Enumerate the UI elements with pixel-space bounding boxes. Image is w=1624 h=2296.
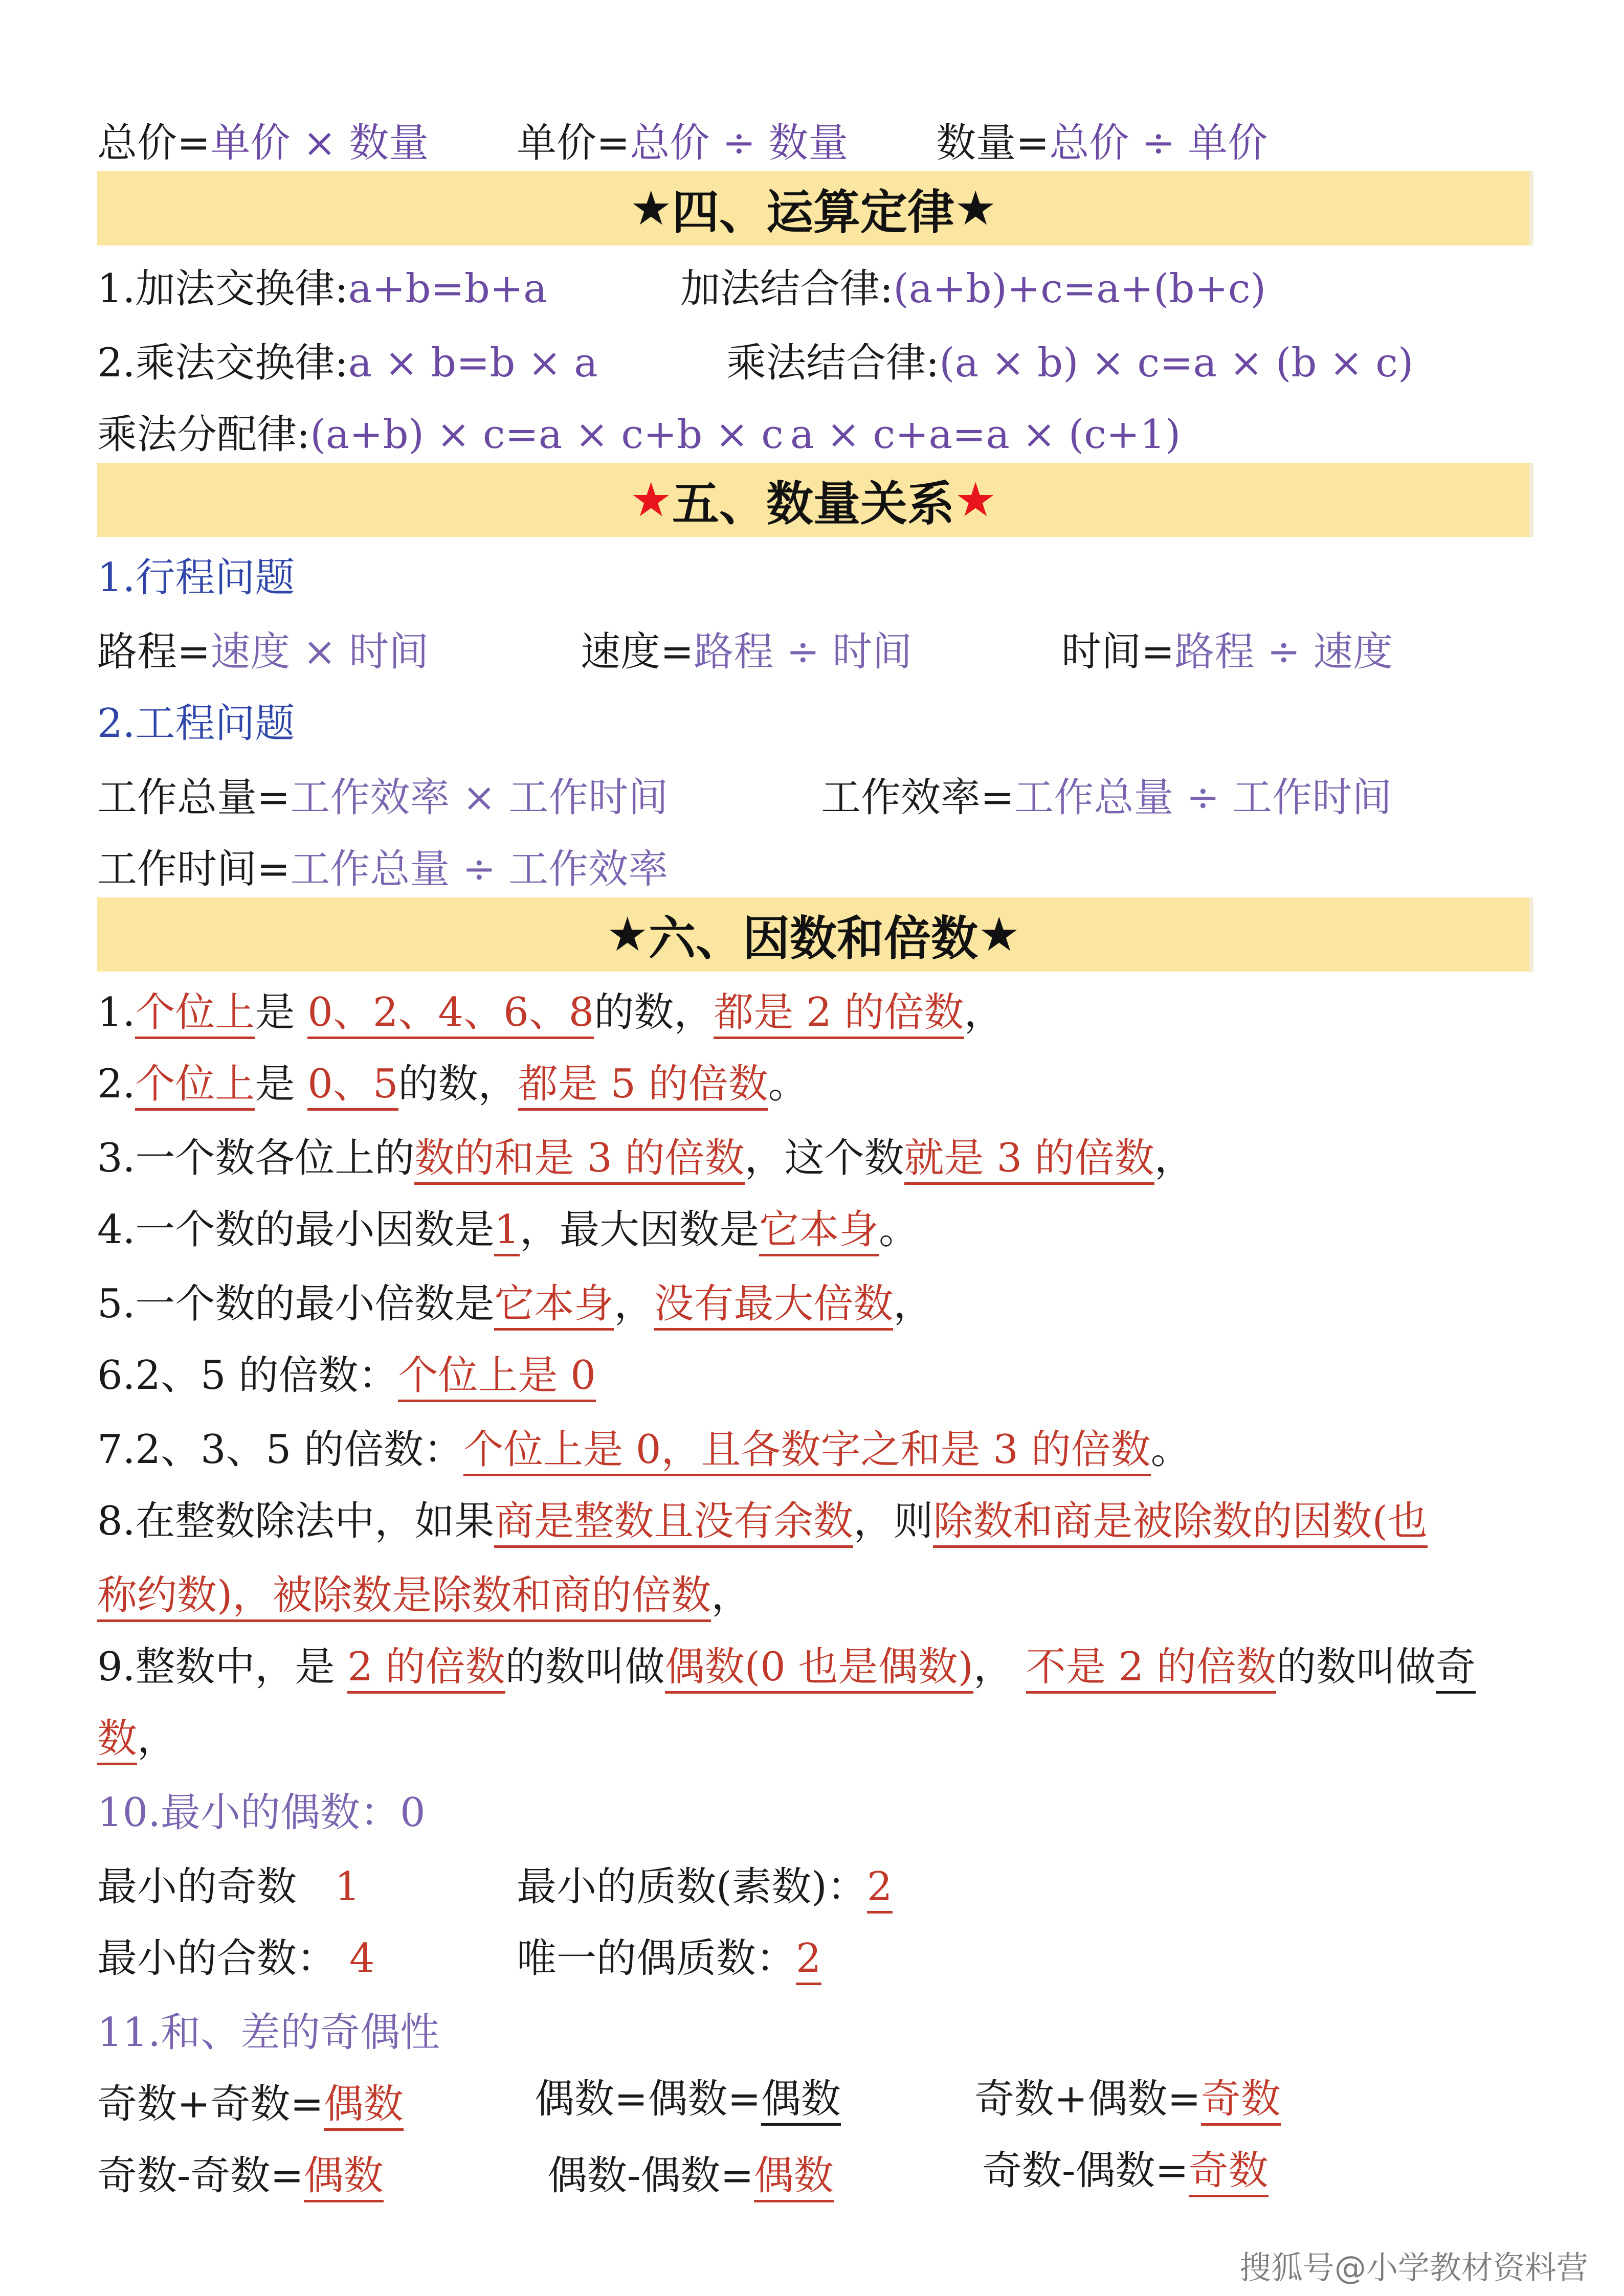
law-formula: (a+b) × c=a × c+b × c (310, 412, 784, 458)
min-odd (97, 1859, 360, 1915)
fact-3 (97, 1130, 1194, 1186)
fact-value: 2 (796, 1935, 821, 1985)
fact-9-cont (97, 1710, 177, 1767)
parity-label: 奇数+偶数= (974, 2076, 1201, 2122)
fact-highlight: 个位上 (135, 1061, 255, 1111)
fact-text: 4.一个数的最小因数是 (97, 1207, 495, 1253)
total-price-value: 单价 × 数量 (210, 120, 429, 166)
fact-1 (97, 984, 1004, 1041)
section-title: 六、因数和倍数 (648, 911, 978, 966)
fact-value: 2 (867, 1864, 893, 1914)
formula-work-total (97, 770, 668, 826)
law-add-associative (680, 261, 1266, 317)
parity-value: 奇数 (1189, 2148, 1269, 2197)
formula-value: 工作效率 × 工作时间 (290, 775, 669, 821)
fact-text: ，则 (853, 1498, 933, 1544)
fact-highlight: 个位上是 0，且各数字之和是 3 的倍数 (463, 1427, 1151, 1476)
travel-heading: 1.行程问题 (97, 555, 295, 601)
fact-text: 。 (879, 1207, 919, 1253)
fact-number: 2. (97, 1061, 136, 1107)
parity-label: 偶数=偶数= (535, 2076, 761, 2122)
section-banner-4 (97, 171, 1533, 245)
watermark: 搜狐号@小学教材资料营 (1239, 2249, 1588, 2286)
fact-highlight: 没有最大倍数 (654, 1281, 893, 1331)
formula-speed (581, 624, 912, 680)
law-formula: (a+b)+c=a+(b+c) (893, 266, 1266, 312)
fact-highlight: 0、5 (307, 1061, 398, 1111)
fact-text: 的数， (594, 989, 714, 1036)
fact-text: ， (893, 1281, 933, 1327)
formula-quantity (936, 115, 1267, 171)
law-label: 1.加法交换律: (97, 266, 348, 312)
section-title: 五、数量关系 (672, 476, 954, 531)
parity-label: 奇数-奇数= (97, 2153, 304, 2199)
fact-8 (97, 1493, 1428, 1549)
fact-text: 是 (255, 1061, 295, 1107)
fact-text: ， (1154, 1135, 1194, 1181)
parity-value: 偶数 (324, 2081, 404, 2131)
law-label: 2.乘法交换律: (97, 340, 348, 386)
formula-label: 工作时间= (97, 846, 291, 892)
fact-label: 最小的合数： (97, 1935, 337, 1982)
section-title: 四、运算定律 (672, 185, 954, 240)
unit-price-value: 总价 ÷ 数量 (630, 120, 849, 166)
formula-work-efficiency (821, 770, 1392, 826)
fact-text: 的数叫做 (505, 1644, 665, 1690)
fact-10: 10.最小的偶数：0 (97, 1790, 426, 1836)
fact-text: ， (614, 1281, 654, 1327)
fact-text: 是 (255, 989, 295, 1036)
formula-value: 工作总量 ÷ 工作时间 (1014, 775, 1392, 821)
fact-text: 8.在整数除法中，如果 (97, 1498, 495, 1544)
fact-text: ， (973, 1644, 1013, 1690)
fact-2 (97, 1056, 808, 1112)
formula-value: 速度 × 时间 (210, 629, 429, 675)
formula-label: 时间= (1061, 629, 1175, 675)
fact-highlight: 1 (494, 1207, 520, 1256)
law-add-commutative (97, 261, 547, 317)
law-label: 加法结合律: (680, 266, 894, 312)
star-icon: ★ (606, 907, 649, 962)
fact-highlight: 除数和商是被除数的因数(也 (933, 1498, 1427, 1548)
parity-value: 偶数 (304, 2153, 384, 2202)
fact-highlight: 它本身 (759, 1207, 879, 1256)
parity-odd-minus-odd (97, 2148, 384, 2204)
parity-odd-plus-even (974, 2071, 1281, 2127)
formula-label: 路程= (97, 629, 211, 675)
fact-6 (97, 1347, 596, 1404)
formula-label: 速度= (581, 629, 694, 675)
fact-highlight: 不是 2 的倍数 (1026, 1644, 1276, 1694)
fact-label: 最小的奇数 (97, 1864, 297, 1910)
parity-odd-plus-odd (97, 2076, 404, 2132)
law-distributive (97, 407, 784, 463)
fact-text: 的数叫做 (1276, 1644, 1436, 1690)
parity-label: 奇数+奇数= (97, 2081, 324, 2127)
fact-11: 11.和、差的奇偶性 (97, 2010, 440, 2056)
fact-text: 。 (768, 1061, 808, 1107)
even-prime (517, 1930, 821, 1987)
fact-text: 9.整数中，是 (97, 1644, 335, 1690)
quantity-value: 总价 ÷ 单价 (1049, 120, 1268, 166)
fact-value: 4 (349, 1935, 375, 1982)
fact-highlight: 个位上是 0 (398, 1353, 595, 1402)
unit-price-label: 单价= (517, 120, 630, 166)
fact-highlight: 它本身 (494, 1281, 614, 1331)
fact-highlight: 奇 (1436, 1644, 1476, 1694)
star-icon: ★ (954, 181, 997, 236)
fact-text: ， (711, 1572, 751, 1618)
fact-highlight: 都是 5 的倍数 (518, 1061, 768, 1111)
work-heading: 2.工程问题 (97, 701, 295, 747)
quantity-label: 数量= (936, 120, 1050, 166)
law-label: 乘法结合律: (726, 340, 940, 386)
section-banner-5 (97, 463, 1533, 537)
section-banner-6 (97, 897, 1533, 972)
fact-4 (97, 1202, 919, 1258)
fact-value: 1 (335, 1864, 361, 1910)
parity-value: 偶数 (761, 2076, 841, 2126)
formula-unit-price (517, 115, 848, 171)
parity-label: 偶数-偶数= (547, 2153, 754, 2199)
fact-highlight: 称约数)，被除数是除数和商的倍数 (97, 1572, 711, 1622)
fact-9 (97, 1639, 1476, 1695)
fact-highlight: 2 的倍数 (347, 1644, 505, 1694)
fact-text: ，最大因数是 (520, 1207, 760, 1253)
parity-value: 奇数 (1201, 2076, 1281, 2126)
formula-time (1061, 624, 1393, 680)
fact-label: 最小的质数(素数)： (517, 1864, 867, 1910)
fact-text: ， (137, 1716, 177, 1762)
fact-text: 的数， (398, 1061, 518, 1107)
formula-value: 路程 ÷ 时间 (694, 629, 913, 675)
fact-highlight: 商是整数且没有余数 (494, 1498, 853, 1548)
formula-label: 工作效率= (821, 775, 1014, 821)
fact-text: 5.一个数的最小倍数是 (97, 1281, 495, 1327)
fact-highlight: 个位上 (135, 989, 255, 1039)
formula-work-time (97, 841, 668, 897)
law-formula: (a × b) × c=a × (b × c) (939, 340, 1414, 386)
fact-highlight: 数 (97, 1716, 137, 1765)
star-icon: ★ (954, 472, 997, 527)
min-composite (97, 1930, 374, 1987)
fact-text: 6.2、5 的倍数： (97, 1353, 398, 1399)
formula-total-price (97, 115, 429, 171)
fact-text: 3.一个数各位上的 (97, 1135, 415, 1181)
formula-value: 工作总量 ÷ 工作效率 (290, 846, 669, 892)
formula-label: 工作总量= (97, 775, 291, 821)
star-icon: ★ (630, 472, 672, 527)
formula-distance (97, 624, 429, 680)
parity-odd-minus-even (982, 2143, 1269, 2199)
law-formula: a × b=b × a (348, 340, 598, 386)
total-price-label: 总价= (97, 120, 211, 166)
fact-number: 1. (97, 989, 136, 1036)
fact-5 (97, 1276, 933, 1332)
law-mul-associative (726, 335, 1413, 391)
fact-text: 7.2、3、5 的倍数： (97, 1427, 464, 1473)
fact-label: 唯一的偶质数： (517, 1935, 796, 1982)
law-formula: a+b=b+a (348, 266, 547, 312)
fact-highlight: 0、2、4、6、8 (307, 989, 594, 1039)
fact-8-cont (97, 1567, 751, 1624)
law-mul-commutative (97, 335, 598, 391)
fact-highlight: 数的和是 3 的倍数 (414, 1135, 744, 1185)
formula-value: 路程 ÷ 速度 (1174, 629, 1393, 675)
fact-highlight: 偶数(0 也是偶数) (665, 1644, 973, 1694)
fact-7 (97, 1422, 1191, 1478)
star-icon: ★ (978, 907, 1020, 962)
fact-text: ， (964, 989, 1004, 1036)
law-label: 乘法分配律: (97, 412, 310, 458)
fact-text: 。 (1150, 1427, 1191, 1473)
parity-label: 奇数-偶数= (982, 2148, 1189, 2194)
fact-highlight: 都是 2 的倍数 (714, 989, 964, 1039)
fact-text: ，这个数 (744, 1135, 904, 1181)
min-prime (517, 1859, 893, 1915)
parity-value: 偶数 (754, 2153, 834, 2202)
law-distributive-extra: a × c+a=a × (c+1) (790, 412, 1181, 458)
parity-even-minus-even (547, 2148, 834, 2204)
fact-highlight: 就是 3 的倍数 (904, 1135, 1154, 1185)
parity-even-plus-even (535, 2071, 841, 2127)
star-icon: ★ (630, 181, 672, 236)
